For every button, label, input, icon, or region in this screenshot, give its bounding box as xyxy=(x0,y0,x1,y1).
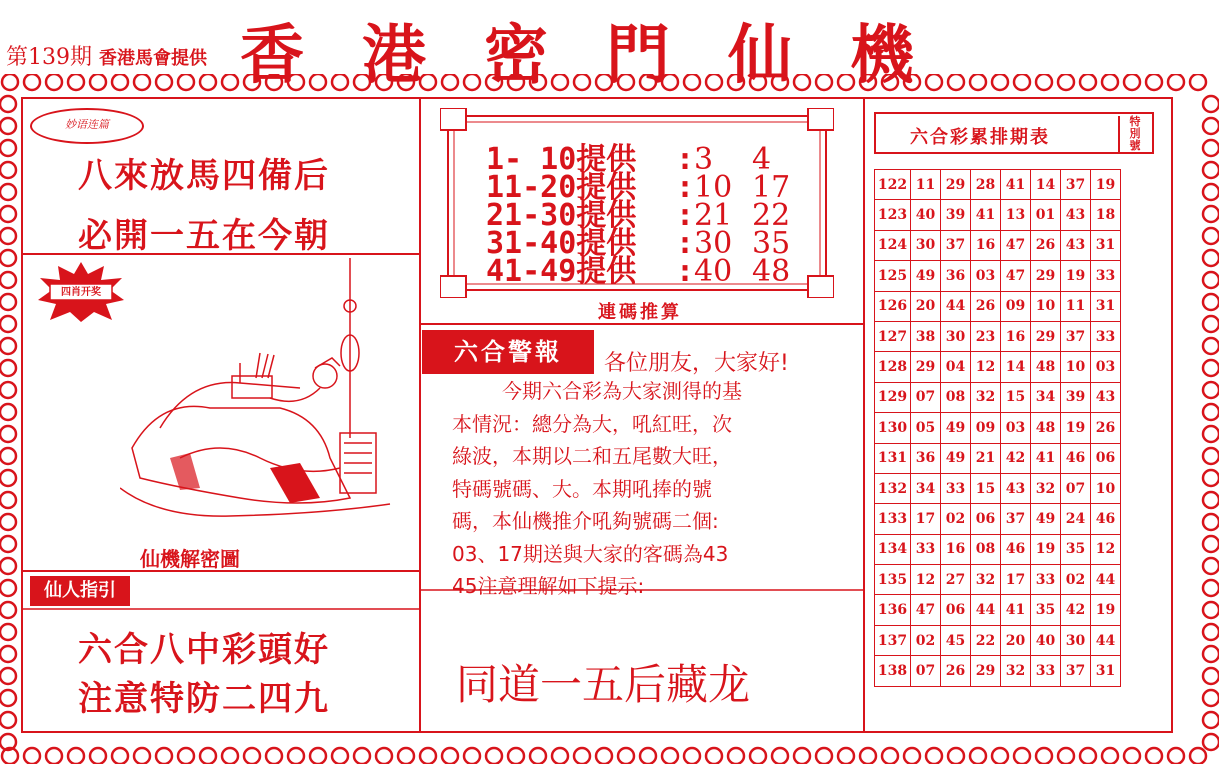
number-cell: 44 xyxy=(971,595,1001,625)
history-title-box xyxy=(874,112,1154,154)
issue-number-cell: 133 xyxy=(875,504,911,534)
history-row xyxy=(875,625,1121,655)
history-row xyxy=(875,656,1121,686)
number-cell: 14 xyxy=(1001,352,1031,382)
issue-number-cell: 129 xyxy=(875,382,911,412)
number-cell: 31 xyxy=(1091,656,1121,686)
number-cell: 42 xyxy=(1001,443,1031,473)
number-cell: 19 xyxy=(1061,413,1091,443)
number-cell: 38 xyxy=(911,321,941,351)
issue-number-cell: 128 xyxy=(875,352,911,382)
history-row xyxy=(875,504,1121,534)
number-cell: 32 xyxy=(971,565,1001,595)
number-cell: 37 xyxy=(1061,656,1091,686)
number-cell: 28 xyxy=(971,170,1001,200)
issue-number-cell: 124 xyxy=(875,230,911,260)
badge-label: 四肖开奖 xyxy=(61,287,101,298)
number-cell: 43 xyxy=(1091,382,1121,412)
range-label: 21-30提供 xyxy=(486,198,637,233)
number-cell: 16 xyxy=(971,230,1001,260)
number-cell: 47 xyxy=(911,595,941,625)
number-cell: 49 xyxy=(941,413,971,443)
guide-verse-2: 注意特防二四九 xyxy=(78,679,330,719)
issue-number-cell: 123 xyxy=(875,200,911,230)
history-row xyxy=(875,291,1121,321)
history-row xyxy=(875,170,1121,200)
number-cell: 35 xyxy=(1031,595,1061,625)
number-cell: 37 xyxy=(941,230,971,260)
number-cell: 34 xyxy=(1031,382,1061,412)
number-cell: 14 xyxy=(1031,170,1061,200)
number-cell: 10 xyxy=(1061,352,1091,382)
number-cell: 29 xyxy=(911,352,941,382)
number-cell: 49 xyxy=(1031,504,1061,534)
special-number-label: 特別號 xyxy=(1118,116,1144,152)
guide-label: 仙人指引 xyxy=(30,576,130,606)
range-num-b: 48 xyxy=(752,254,791,289)
number-cell: 27 xyxy=(941,565,971,595)
number-cell: 37 xyxy=(1061,321,1091,351)
number-cell: 03 xyxy=(1091,352,1121,382)
number-cell: 18 xyxy=(1091,200,1121,230)
number-cell: 43 xyxy=(1061,230,1091,260)
number-cell: 09 xyxy=(971,413,1001,443)
number-cell: 48 xyxy=(1031,413,1061,443)
number-cell: 32 xyxy=(971,382,1001,412)
range-label: 31-40提供 xyxy=(486,226,637,261)
range-num-a: 3 xyxy=(694,142,714,177)
issue-number-cell: 125 xyxy=(875,261,911,291)
number-cell: 32 xyxy=(1001,656,1031,686)
number-cell: 49 xyxy=(911,261,941,291)
number-cell: 06 xyxy=(941,595,971,625)
number-cell: 08 xyxy=(971,534,1001,564)
range-num-a: 30 xyxy=(694,226,733,261)
number-cell: 32 xyxy=(1031,473,1061,503)
issue-number-cell: 131 xyxy=(875,443,911,473)
history-row xyxy=(875,595,1121,625)
number-cell: 12 xyxy=(911,565,941,595)
number-cell: 30 xyxy=(1061,625,1091,655)
number-cell: 41 xyxy=(1001,170,1031,200)
history-title: 六合彩累排期表 xyxy=(910,127,1050,148)
number-cell: 20 xyxy=(1001,625,1031,655)
range-num-a: 40 xyxy=(694,254,733,289)
history-row xyxy=(875,413,1121,443)
number-cell: 37 xyxy=(1061,170,1091,200)
alert-line: 今期六合彩為大家測得的基 xyxy=(502,379,742,403)
range-num-a: 10 xyxy=(694,170,733,205)
range-box xyxy=(440,108,834,298)
history-row xyxy=(875,230,1121,260)
history-row xyxy=(875,261,1121,291)
history-table xyxy=(874,169,1121,687)
history-row xyxy=(875,382,1121,412)
number-cell: 07 xyxy=(911,382,941,412)
number-cell: 02 xyxy=(911,625,941,655)
number-cell: 06 xyxy=(971,504,1001,534)
issue-number-cell: 122 xyxy=(875,170,911,200)
number-cell: 44 xyxy=(1091,565,1121,595)
range-label: 1- 10提供 xyxy=(486,142,637,177)
issue-number-cell: 132 xyxy=(875,473,911,503)
number-cell: 33 xyxy=(1091,261,1121,291)
number-cell: 13 xyxy=(1001,200,1031,230)
number-cell: 30 xyxy=(941,321,971,351)
alert-line: 綠波，本期以二和五尾數大旺， xyxy=(452,444,732,468)
number-cell: 29 xyxy=(1031,261,1061,291)
tag-oval: 妙语连篇 xyxy=(30,108,144,144)
guide-verse-1: 六合八中彩頭好 xyxy=(78,630,330,670)
number-cell: 17 xyxy=(1001,565,1031,595)
issue-number-cell: 126 xyxy=(875,291,911,321)
number-cell: 08 xyxy=(941,382,971,412)
number-cell: 17 xyxy=(911,504,941,534)
number-cell: 39 xyxy=(1061,382,1091,412)
number-cell: 40 xyxy=(1031,625,1061,655)
issue-number-cell: 138 xyxy=(875,656,911,686)
number-cell: 03 xyxy=(971,261,1001,291)
number-cell: 33 xyxy=(1031,565,1061,595)
alert-line: 特碼號碼、大。本期吼捧的號 xyxy=(452,476,712,501)
number-cell: 26 xyxy=(1091,413,1121,443)
number-cell: 46 xyxy=(1061,443,1091,473)
number-cell: 19 xyxy=(1091,595,1121,625)
number-cell: 11 xyxy=(911,170,941,200)
number-cell: 16 xyxy=(1001,321,1031,351)
range-colon: : xyxy=(676,198,695,233)
number-cell: 07 xyxy=(1061,473,1091,503)
number-cell: 06 xyxy=(1091,443,1121,473)
number-cell: 29 xyxy=(971,656,1001,686)
issue-label: 第139期 xyxy=(6,45,92,70)
number-cell: 42 xyxy=(1061,595,1091,625)
number-cell: 45 xyxy=(941,625,971,655)
issue-number-cell: 135 xyxy=(875,565,911,595)
range-colon: : xyxy=(676,254,695,289)
number-cell: 26 xyxy=(971,291,1001,321)
issue-header xyxy=(6,40,207,71)
number-cell: 31 xyxy=(1091,291,1121,321)
number-cell: 33 xyxy=(1031,656,1061,686)
number-cell: 15 xyxy=(971,473,1001,503)
history-row xyxy=(875,534,1121,564)
number-cell: 46 xyxy=(1091,504,1121,534)
number-cell: 26 xyxy=(1031,230,1061,260)
number-cell: 35 xyxy=(1061,534,1091,564)
number-cell: 44 xyxy=(941,291,971,321)
range-num-b: 4 xyxy=(752,142,772,177)
number-cell: 36 xyxy=(911,443,941,473)
number-cell: 36 xyxy=(941,261,971,291)
number-cell: 02 xyxy=(941,504,971,534)
number-cell: 12 xyxy=(971,352,1001,382)
number-cell: 15 xyxy=(1001,382,1031,412)
range-label: 41-49提供 xyxy=(486,254,637,289)
range-num-a: 21 xyxy=(694,198,733,233)
alert-line: 本情況：總分為大，吼紅旺，次 xyxy=(452,411,732,436)
alert-greeting: 各位朋友，大家好! xyxy=(604,351,789,376)
range-caption: 連碼推算 xyxy=(598,302,682,323)
number-cell: 20 xyxy=(911,291,941,321)
number-cell: 39 xyxy=(941,200,971,230)
issue-number-cell: 127 xyxy=(875,321,911,351)
history-row xyxy=(875,200,1121,230)
number-cell: 47 xyxy=(1001,230,1031,260)
number-cell: 01 xyxy=(1031,200,1061,230)
number-cell: 49 xyxy=(941,443,971,473)
range-colon: : xyxy=(676,170,695,205)
number-cell: 34 xyxy=(911,473,941,503)
number-cell: 43 xyxy=(1001,473,1031,503)
number-cell: 40 xyxy=(911,200,941,230)
number-cell: 31 xyxy=(1091,230,1121,260)
number-cell: 23 xyxy=(971,321,1001,351)
number-cell: 03 xyxy=(1001,413,1031,443)
history-row xyxy=(875,352,1121,382)
number-cell: 33 xyxy=(1091,321,1121,351)
range-colon: : xyxy=(676,226,695,261)
number-cell: 30 xyxy=(911,230,941,260)
scholar-illustration xyxy=(120,258,410,538)
history-row xyxy=(875,443,1121,473)
number-cell: 47 xyxy=(1001,261,1031,291)
page-title: 香港密門仙機 xyxy=(240,19,972,93)
number-cell: 11 xyxy=(1061,291,1091,321)
number-cell: 10 xyxy=(1091,473,1121,503)
number-cell: 41 xyxy=(971,200,1001,230)
number-cell: 22 xyxy=(971,625,1001,655)
number-cell: 24 xyxy=(1061,504,1091,534)
alert-hint: 同道一五后藏龙 xyxy=(456,660,751,709)
provider-label: 香港馬會提供 xyxy=(99,48,207,69)
history-row xyxy=(875,473,1121,503)
alert-label: 六合警報 xyxy=(422,330,594,374)
range-row xyxy=(486,246,802,290)
alert-line: 45注意理解如下提示: xyxy=(452,574,645,598)
range-num-b: 17 xyxy=(752,170,791,205)
number-cell: 37 xyxy=(1001,504,1031,534)
issue-number-cell: 136 xyxy=(875,595,911,625)
range-colon: : xyxy=(676,142,695,177)
alert-line: 碼，本仙機推介吼夠號碼二個: xyxy=(452,509,719,533)
number-cell: 12 xyxy=(1091,534,1121,564)
alert-body xyxy=(440,375,850,603)
number-cell: 44 xyxy=(1091,625,1121,655)
number-cell: 19 xyxy=(1061,261,1091,291)
number-cell: 16 xyxy=(941,534,971,564)
number-cell: 26 xyxy=(941,656,971,686)
number-cell: 04 xyxy=(941,352,971,382)
range-num-b: 35 xyxy=(752,226,791,261)
number-cell: 21 xyxy=(971,443,1001,473)
number-cell: 41 xyxy=(1031,443,1061,473)
number-cell: 19 xyxy=(1091,170,1121,200)
number-cell: 33 xyxy=(941,473,971,503)
number-cell: 43 xyxy=(1061,200,1091,230)
verse-line-1: 八來放馬四備后 xyxy=(78,156,330,196)
number-cell: 48 xyxy=(1031,352,1061,382)
number-cell: 05 xyxy=(911,413,941,443)
issue-number-cell: 134 xyxy=(875,534,911,564)
number-cell: 19 xyxy=(1031,534,1061,564)
number-cell: 33 xyxy=(911,534,941,564)
issue-number-cell: 130 xyxy=(875,413,911,443)
issue-number-cell: 137 xyxy=(875,625,911,655)
number-cell: 09 xyxy=(1001,291,1031,321)
history-row xyxy=(875,321,1121,351)
range-label: 11-20提供 xyxy=(486,170,637,205)
number-cell: 29 xyxy=(941,170,971,200)
alert-line: 03、17期送與大家的客碼為43 xyxy=(452,541,729,566)
number-cell: 41 xyxy=(1001,595,1031,625)
verse-line-2: 必開一五在今朝 xyxy=(78,216,330,256)
number-cell: 07 xyxy=(911,656,941,686)
history-row xyxy=(875,565,1121,595)
illustration-caption: 仙機解密圖 xyxy=(140,547,240,571)
range-num-b: 22 xyxy=(752,198,791,233)
number-cell: 10 xyxy=(1031,291,1061,321)
number-cell: 29 xyxy=(1031,321,1061,351)
number-cell: 02 xyxy=(1061,565,1091,595)
number-cell: 46 xyxy=(1001,534,1031,564)
